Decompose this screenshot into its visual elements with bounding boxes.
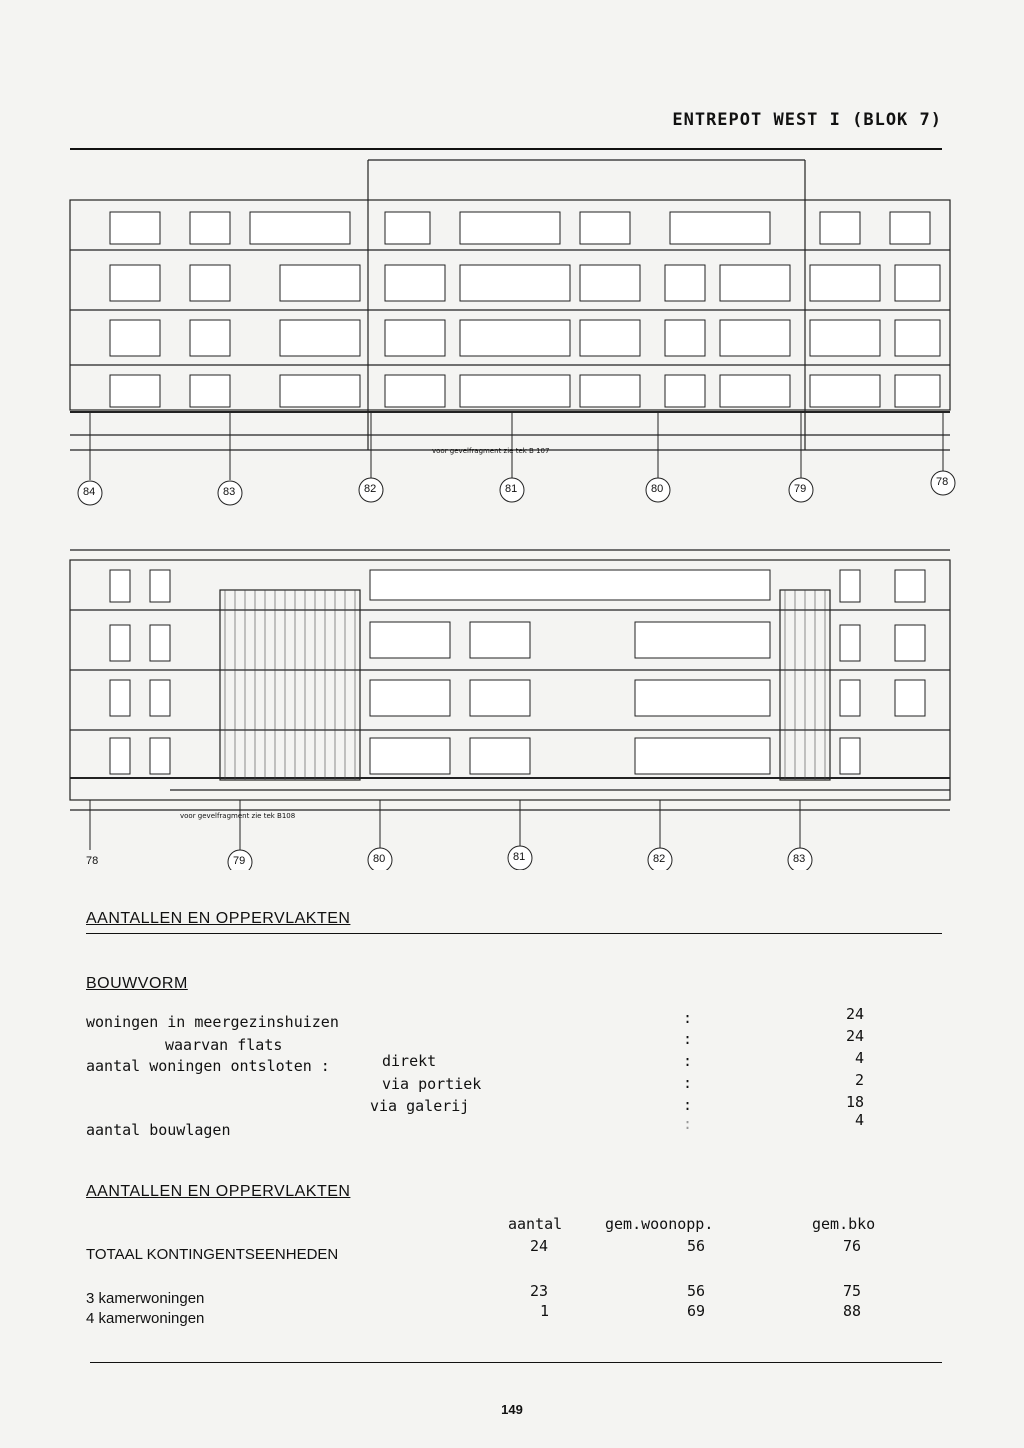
- totaal-woonopp: 56: [687, 1237, 706, 1255]
- axis-label: 83: [793, 853, 806, 865]
- bottom-fragment-note: voor gevelfragment zie tek B108: [180, 812, 296, 820]
- section-title-aantallen: AANTALLEN EN OPPERVLAKTEN: [86, 910, 351, 927]
- kamer-aantal: 23: [530, 1282, 549, 1300]
- axis-label: 84: [83, 486, 96, 498]
- totaal-aantal: 24: [530, 1237, 549, 1255]
- column-header-bko: gem.bko: [812, 1215, 876, 1233]
- kamer-label: 3 kamerwoningen: [86, 1290, 205, 1307]
- bouwvorm-value: 24: [845, 1027, 864, 1045]
- totaal-label: TOTAAL KONTINGENTSEENHEDEN: [86, 1246, 339, 1263]
- axis-label: 81: [505, 483, 518, 495]
- bouwvorm-colon: :: [683, 1009, 693, 1027]
- axis-label: 80: [373, 853, 386, 865]
- section-title-bouwvorm: BOUWVORM: [86, 975, 188, 992]
- column-header-aantal: aantal: [508, 1215, 563, 1233]
- axis-label: 78: [936, 476, 949, 488]
- bouwvorm-colon: :: [683, 1096, 693, 1114]
- axis-label: 79: [233, 855, 246, 867]
- axis-label: 81: [513, 851, 526, 863]
- bouwvorm-value: 2: [854, 1071, 864, 1089]
- bouwvorm-colon: :: [683, 1052, 693, 1070]
- bouwvorm-value: 18: [845, 1093, 864, 1111]
- bouwvorm-colon: :: [683, 1115, 693, 1133]
- axis-label: 82: [364, 483, 377, 495]
- top-fragment-note: voor gevelfragment zie tek B 107: [432, 447, 550, 455]
- footer-rule: [90, 1362, 942, 1363]
- kamer-bko: 75: [843, 1282, 862, 1300]
- axis-label: 83: [223, 486, 236, 498]
- facade-elevation-drawing: [60, 150, 960, 870]
- bouwvorm-colon: :: [683, 1074, 693, 1092]
- section-title-aantallen-2: AANTALLEN EN OPPERVLAKTEN: [86, 1183, 351, 1200]
- kamer-woonopp: 56: [687, 1282, 706, 1300]
- bouwvorm-value: 24: [845, 1005, 864, 1023]
- column-header-woonopp: gem.woonopp.: [605, 1215, 714, 1233]
- bouwvorm-label: aantal bouwlagen: [86, 1121, 231, 1139]
- bouwvorm-sublabel: via portiek: [382, 1075, 482, 1093]
- axis-label: 79: [794, 483, 807, 495]
- axis-label: 78: [86, 855, 99, 867]
- page-number: 149: [501, 1402, 523, 1417]
- bouwvorm-sublabel: direkt: [382, 1052, 437, 1070]
- bouwvorm-colon: :: [683, 1030, 693, 1048]
- bouwvorm-label: woningen in meergezinshuizen: [86, 1013, 339, 1031]
- bouwvorm-label: waarvan flats: [165, 1036, 283, 1054]
- axis-label: 80: [651, 483, 664, 495]
- bouwvorm-value: 4: [854, 1111, 864, 1129]
- bouwvorm-sublabel: via galerij: [370, 1097, 470, 1115]
- kamer-woonopp: 69: [687, 1302, 706, 1320]
- totaal-bko: 76: [843, 1237, 862, 1255]
- section-rule: [86, 933, 942, 934]
- kamer-label: 4 kamerwoningen: [86, 1310, 205, 1327]
- kamer-aantal: 1: [540, 1302, 550, 1320]
- kamer-bko: 88: [843, 1302, 862, 1320]
- bouwvorm-value: 4: [854, 1049, 864, 1067]
- bouwvorm-label: aantal woningen ontsloten :: [86, 1057, 330, 1075]
- page-header-title: ENTREPOT WEST I (BLOK 7): [672, 110, 942, 130]
- axis-label: 82: [653, 853, 666, 865]
